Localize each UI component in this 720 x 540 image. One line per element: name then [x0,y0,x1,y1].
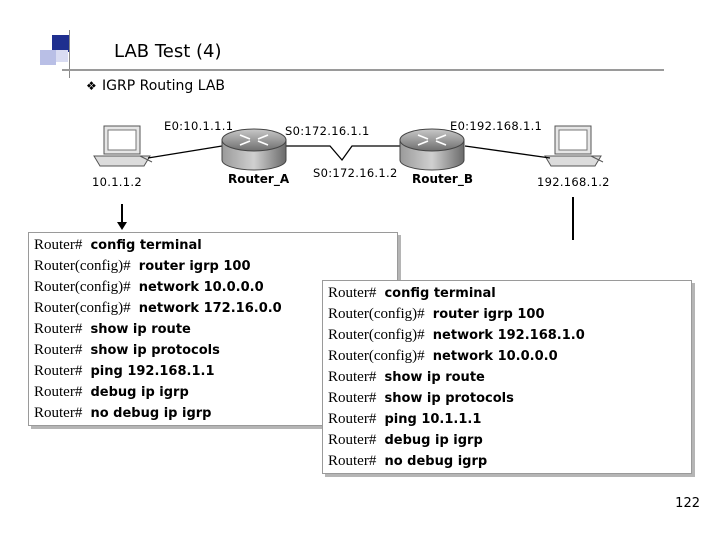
slide-title: LAB Test (4) [114,41,222,62]
command-line: Router# debug ip igrp [34,384,189,400]
serial-link [286,146,400,160]
command-line: Router(config)# router igrp 100 [328,306,545,322]
router-a-icon [222,129,286,170]
right-pc-icon [545,126,603,166]
router-b-name: Router_B [412,172,473,186]
command-line: Router(config)# network 172.16.0.0 [34,300,282,316]
arrow-right-down [568,197,578,240]
network-diagram [0,0,720,240]
command-line: Router# no debug igrp [328,453,488,469]
diamond-bullet-icon: ❖ [86,79,97,93]
arrow-left-down [117,204,127,230]
command-line: Router# no debug ip igrp [34,405,212,421]
bullet-text: IGRP Routing LAB [102,78,226,94]
ethernet-link-b [465,146,550,158]
command-line: Router# show ip route [34,321,191,337]
router-b-s0-label: S0:172.16.1.2 [313,166,398,180]
command-line: Router# config terminal [34,237,202,253]
command-line: Router# config terminal [328,285,496,301]
router-b-command-box [322,280,692,474]
right-pc-ip-label: 192.168.1.2 [537,175,610,189]
command-line: Router# show ip protocols [328,390,514,406]
command-line: Router# ping 10.1.1.1 [328,411,482,427]
ethernet-link-a [148,146,222,158]
router-a-name: Router_A [228,172,290,186]
command-line: Router# show ip route [328,369,485,385]
router-b-icon [400,129,464,170]
router-a-s0-label: S0:172.16.1.1 [285,124,370,138]
router-b-e0-label: E0:192.168.1.1 [450,119,543,133]
command-line: Router(config)# network 10.0.0.0 [34,279,264,295]
left-pc-ip-label: 10.1.1.2 [92,175,142,189]
command-line: Router# show ip protocols [34,342,220,358]
command-line: Router# ping 192.168.1.1 [34,363,215,379]
page-number: 122 [675,496,700,511]
command-line: Router(config)# network 10.0.0.0 [328,348,558,364]
command-line: Router# debug ip igrp [328,432,483,448]
router-a-e0-label: E0:10.1.1.1 [164,119,234,133]
left-pc-icon [94,126,152,166]
command-line: Router(config)# router igrp 100 [34,258,251,274]
command-line: Router(config)# network 192.168.1.0 [328,327,585,343]
